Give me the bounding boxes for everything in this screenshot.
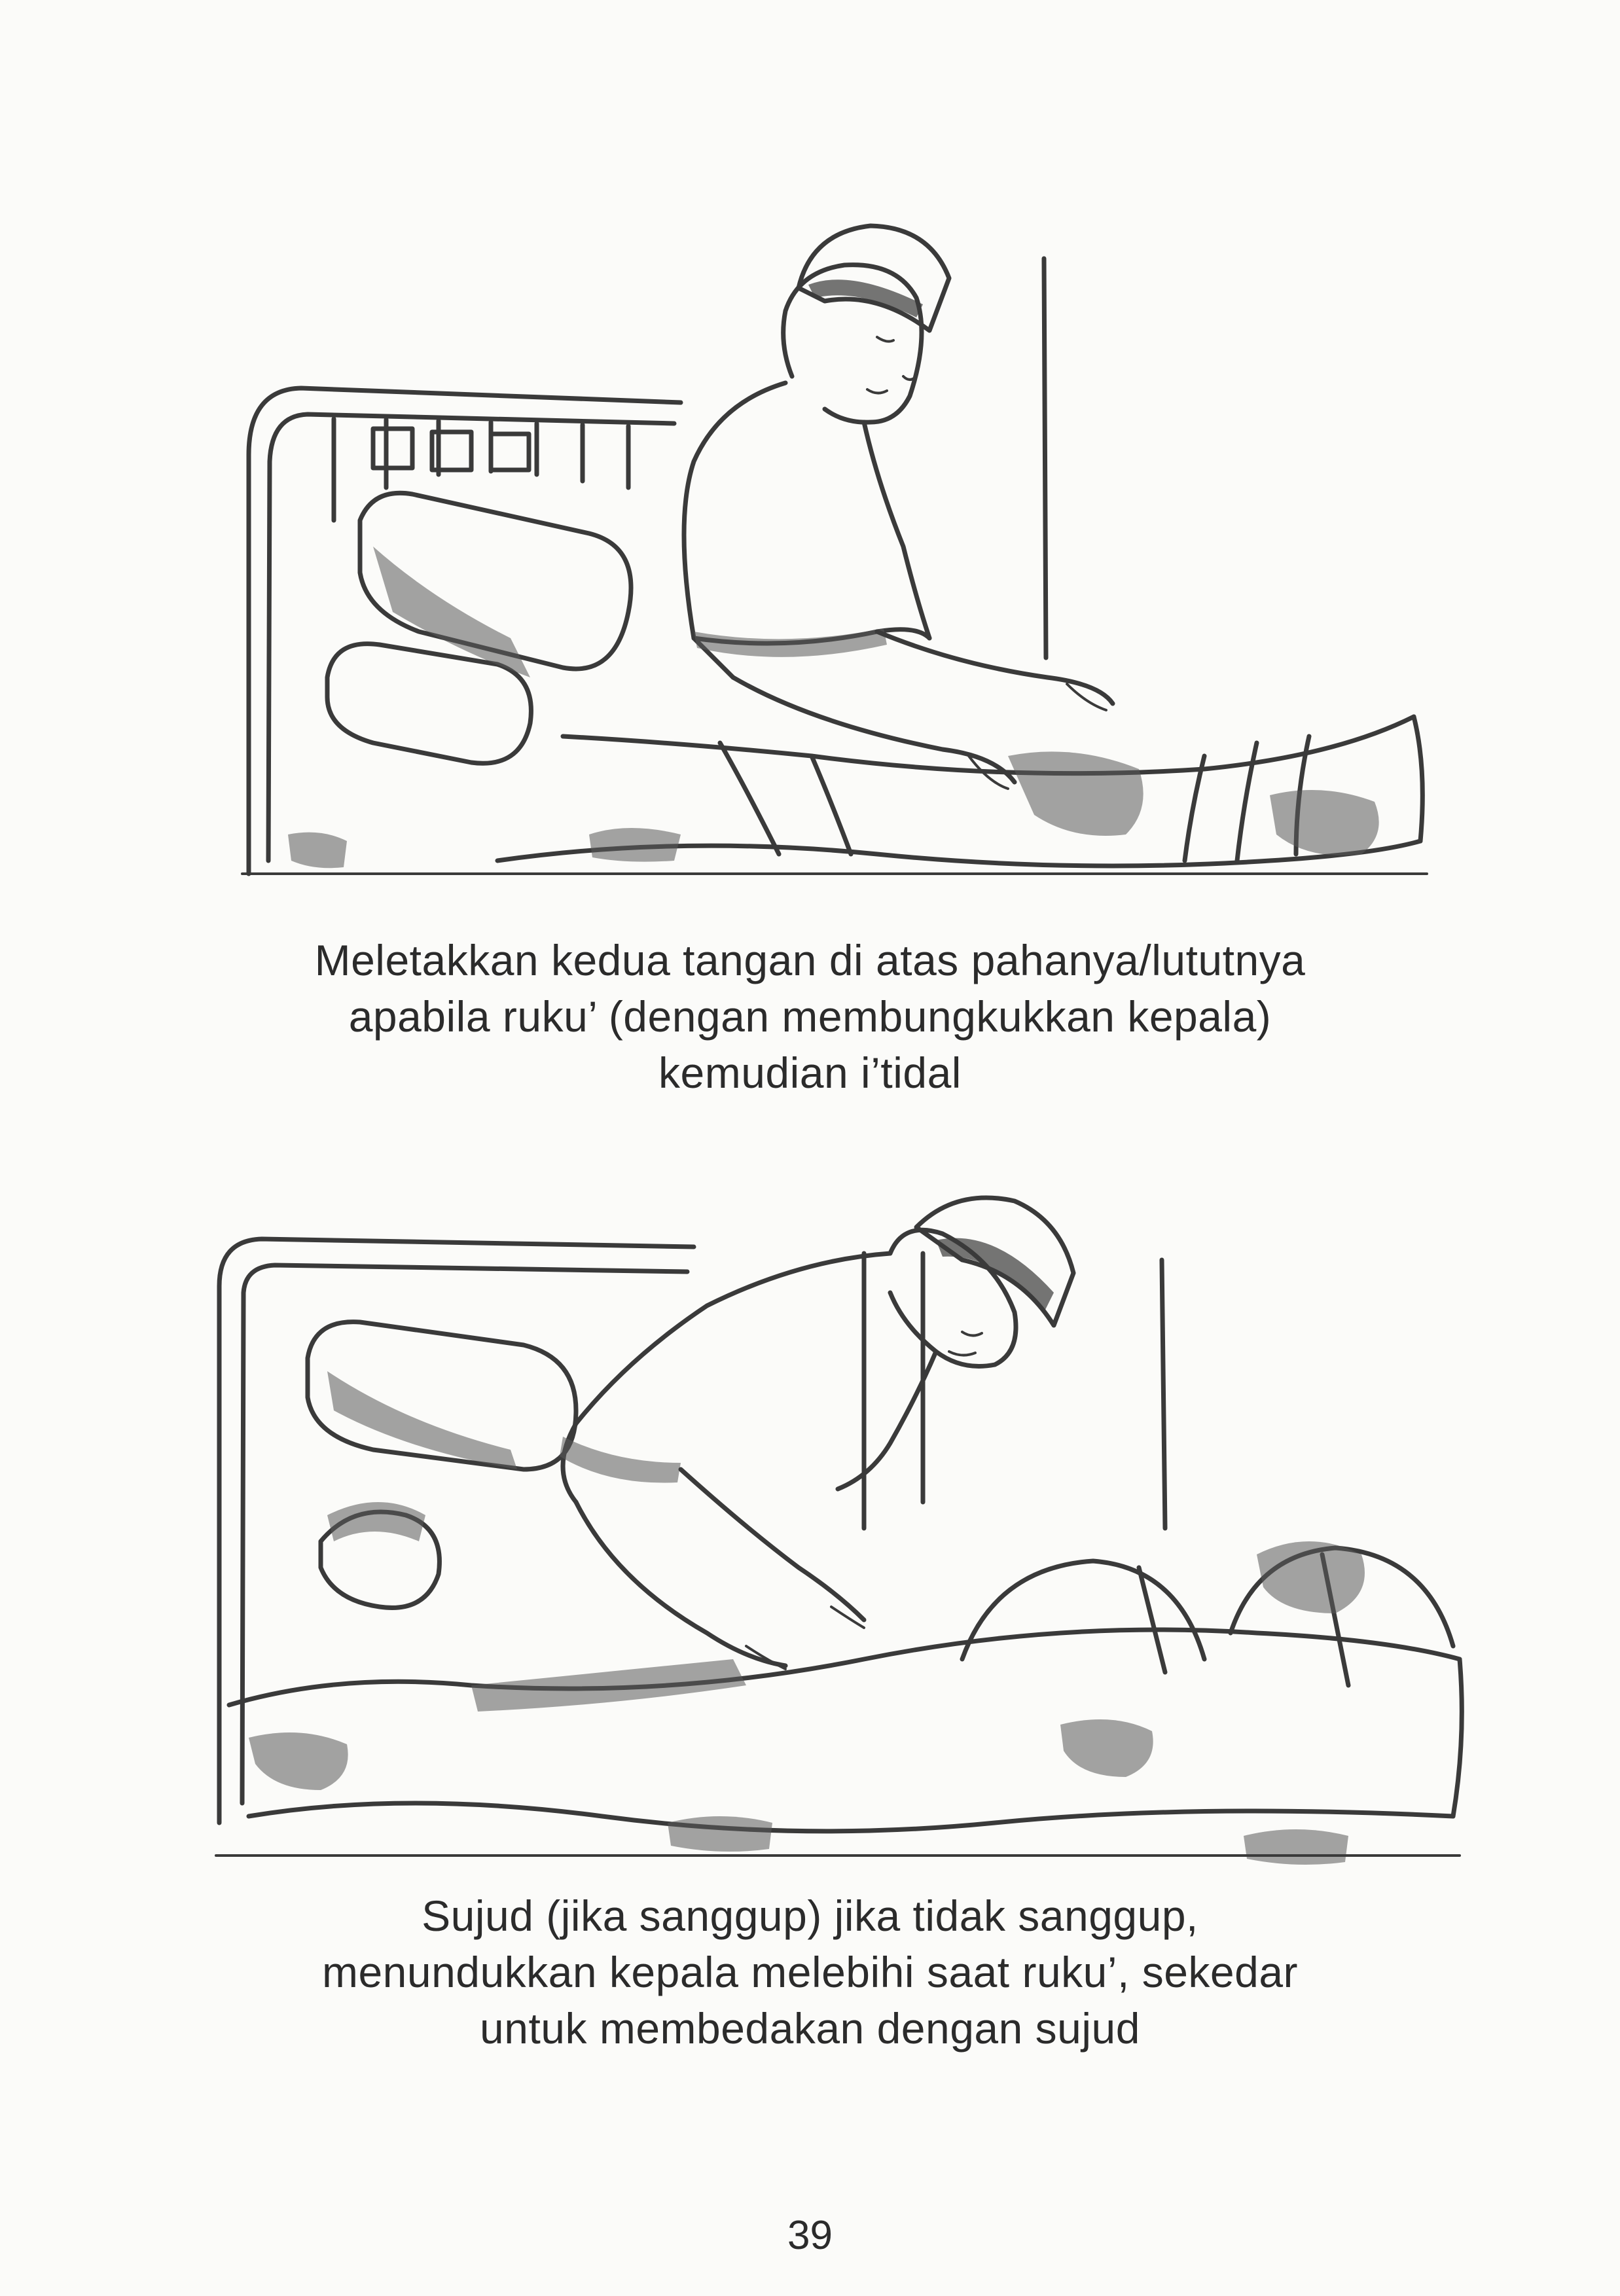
caption-line: apabila ruku’ (dengan membungkukkan kepala) [348,992,1272,1041]
caption-line: untuk membedakan dengan sujud [480,2003,1140,2053]
caption-ruku [0,933,1620,1101]
illustration-sujud-in-bed [209,1162,1466,1882]
sujud-drawing [209,1162,1466,1882]
caption-sujud [0,1888,1620,2056]
caption-line: kemudian i’tidal [658,1048,962,1097]
illustration-ruku-in-bed [223,180,1440,913]
page-number: 39 [787,2213,833,2258]
caption-line: Sujud (jika sanggup) jika tidak sanggup, [422,1892,1198,1940]
caption-line: menundukkan kepala melebihi saat ruku’, sekedar [321,1947,1299,1996]
caption-line: Meletakkan kedua tangan di atas pahanya/lututnya [314,936,1306,984]
ruku-drawing [223,180,1440,913]
